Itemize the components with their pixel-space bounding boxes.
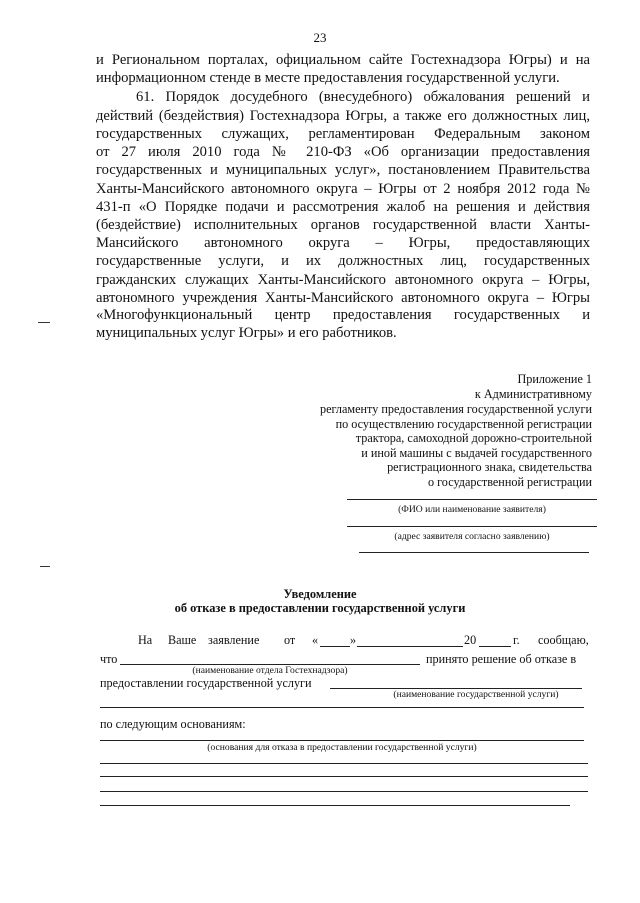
paragraph-line: 61. Порядок досудебного (внесудебного) обжалования решений и [136, 89, 590, 105]
year-prefix: 20 [464, 633, 477, 647]
date-day-field[interactable] [320, 646, 350, 647]
notice-text: заявление [208, 633, 260, 647]
paragraph-line: автономного учреждения Ханты-Мансийского автономного округа – Югры [96, 290, 590, 306]
appendix-line: регистрационного знака, свидетельства [387, 460, 592, 474]
appendix-line: и иной машины с выдачей государственного [361, 446, 592, 460]
appendix-line: Приложение 1 [517, 372, 592, 386]
applicant-name-field[interactable] [347, 499, 597, 500]
grounds-line[interactable] [100, 805, 570, 806]
paragraph-line: (бездействие) исполнительных органов государственной власти Ханты- [96, 217, 590, 233]
paragraph-line: от 27 июля 2010 года № 210-ФЗ «Об организации предоставления [96, 144, 590, 160]
applicant-name-caption: (ФИО или наименование заявителя) [398, 504, 546, 515]
notice-text: принято решение об отказе в [426, 652, 577, 666]
department-caption: (наименование отдела Гостехнадзора) [192, 665, 348, 676]
notice-text: Ваше [168, 633, 197, 647]
appendix-line: регламенту предоставления государственной услуги [320, 402, 592, 416]
paragraph-line: государственные услуги, и их должностных лиц, государственных [96, 253, 590, 269]
paragraph-line: информационном стенде в месте предоставления государственной услуги. [96, 70, 560, 86]
appendix-line: к Административному [474, 387, 592, 401]
quote-open: « [312, 633, 319, 647]
grounds-line[interactable] [100, 776, 588, 777]
service-caption: (наименование государственной услуги) [393, 689, 559, 700]
page-number: 23 [313, 30, 327, 45]
quote-close: » [350, 633, 357, 647]
notice-subtitle: об отказе в предоставлении государственной услуги [174, 601, 466, 615]
notice-text: На [138, 633, 153, 647]
margin-mark [40, 566, 50, 567]
margin-mark [38, 322, 50, 323]
date-month-field[interactable] [357, 646, 463, 647]
appendix-line: о государственной регистрации [427, 475, 592, 489]
grounds-label: по следующим основаниям: [100, 717, 246, 731]
year-suffix: г. [513, 633, 520, 647]
paragraph-line: государственных служащих, регламентирован Федеральным законом [96, 126, 590, 142]
applicant-address-caption: (адрес заявителя согласно заявлению) [394, 531, 550, 542]
grounds-line[interactable] [100, 763, 588, 764]
notice-text: предоставлении государственной услуги [100, 676, 312, 690]
paragraph-line: Ханты-Мансийского автономного округа – Югры от 2 ноября 2012 года № [96, 181, 590, 197]
notice-text: от [284, 633, 296, 647]
date-year-field[interactable] [479, 646, 511, 647]
grounds-caption: (основания для отказа в предоставлении государственной услуги) [207, 742, 477, 753]
applicant-address-field[interactable] [347, 526, 597, 527]
paragraph-line: государственных и муниципальных услуг», постановлением Правительства [96, 162, 590, 178]
appendix-line: трактора, самоходной дорожно-строительной [355, 431, 592, 445]
paragraph-line: гражданских служащих Ханты-Мансийского автономного округа – Югры, [96, 272, 590, 288]
appendix-line: по осуществлению государственной регистрации [335, 417, 592, 431]
notice-text: что [100, 652, 118, 666]
paragraph-line: и Региональном порталах, официальном сайте Гостехнадзора Югры) и на [96, 52, 590, 68]
notice-title: Уведомление [283, 587, 357, 601]
grounds-field[interactable] [100, 740, 584, 741]
paragraph-line: 431-п «О Порядке подачи и рассмотрения жалоб на решения и действия [96, 199, 590, 215]
notice-text: сообщаю, [538, 633, 589, 647]
blank-line[interactable] [100, 707, 584, 708]
paragraph-line: муниципальных услуг Югры» и его работников. [96, 325, 397, 341]
paragraph-line: действий (бездействия) Гостехнадзора Югры, а также его должностных лиц, [96, 108, 590, 124]
paragraph-line: «Многофункциональный центр предоставления государственных и [96, 307, 590, 323]
applicant-extra-field[interactable] [359, 552, 589, 553]
grounds-line[interactable] [100, 791, 588, 792]
paragraph-line: Мансийского автономного округа – Югры, предоставляющих [96, 235, 590, 251]
